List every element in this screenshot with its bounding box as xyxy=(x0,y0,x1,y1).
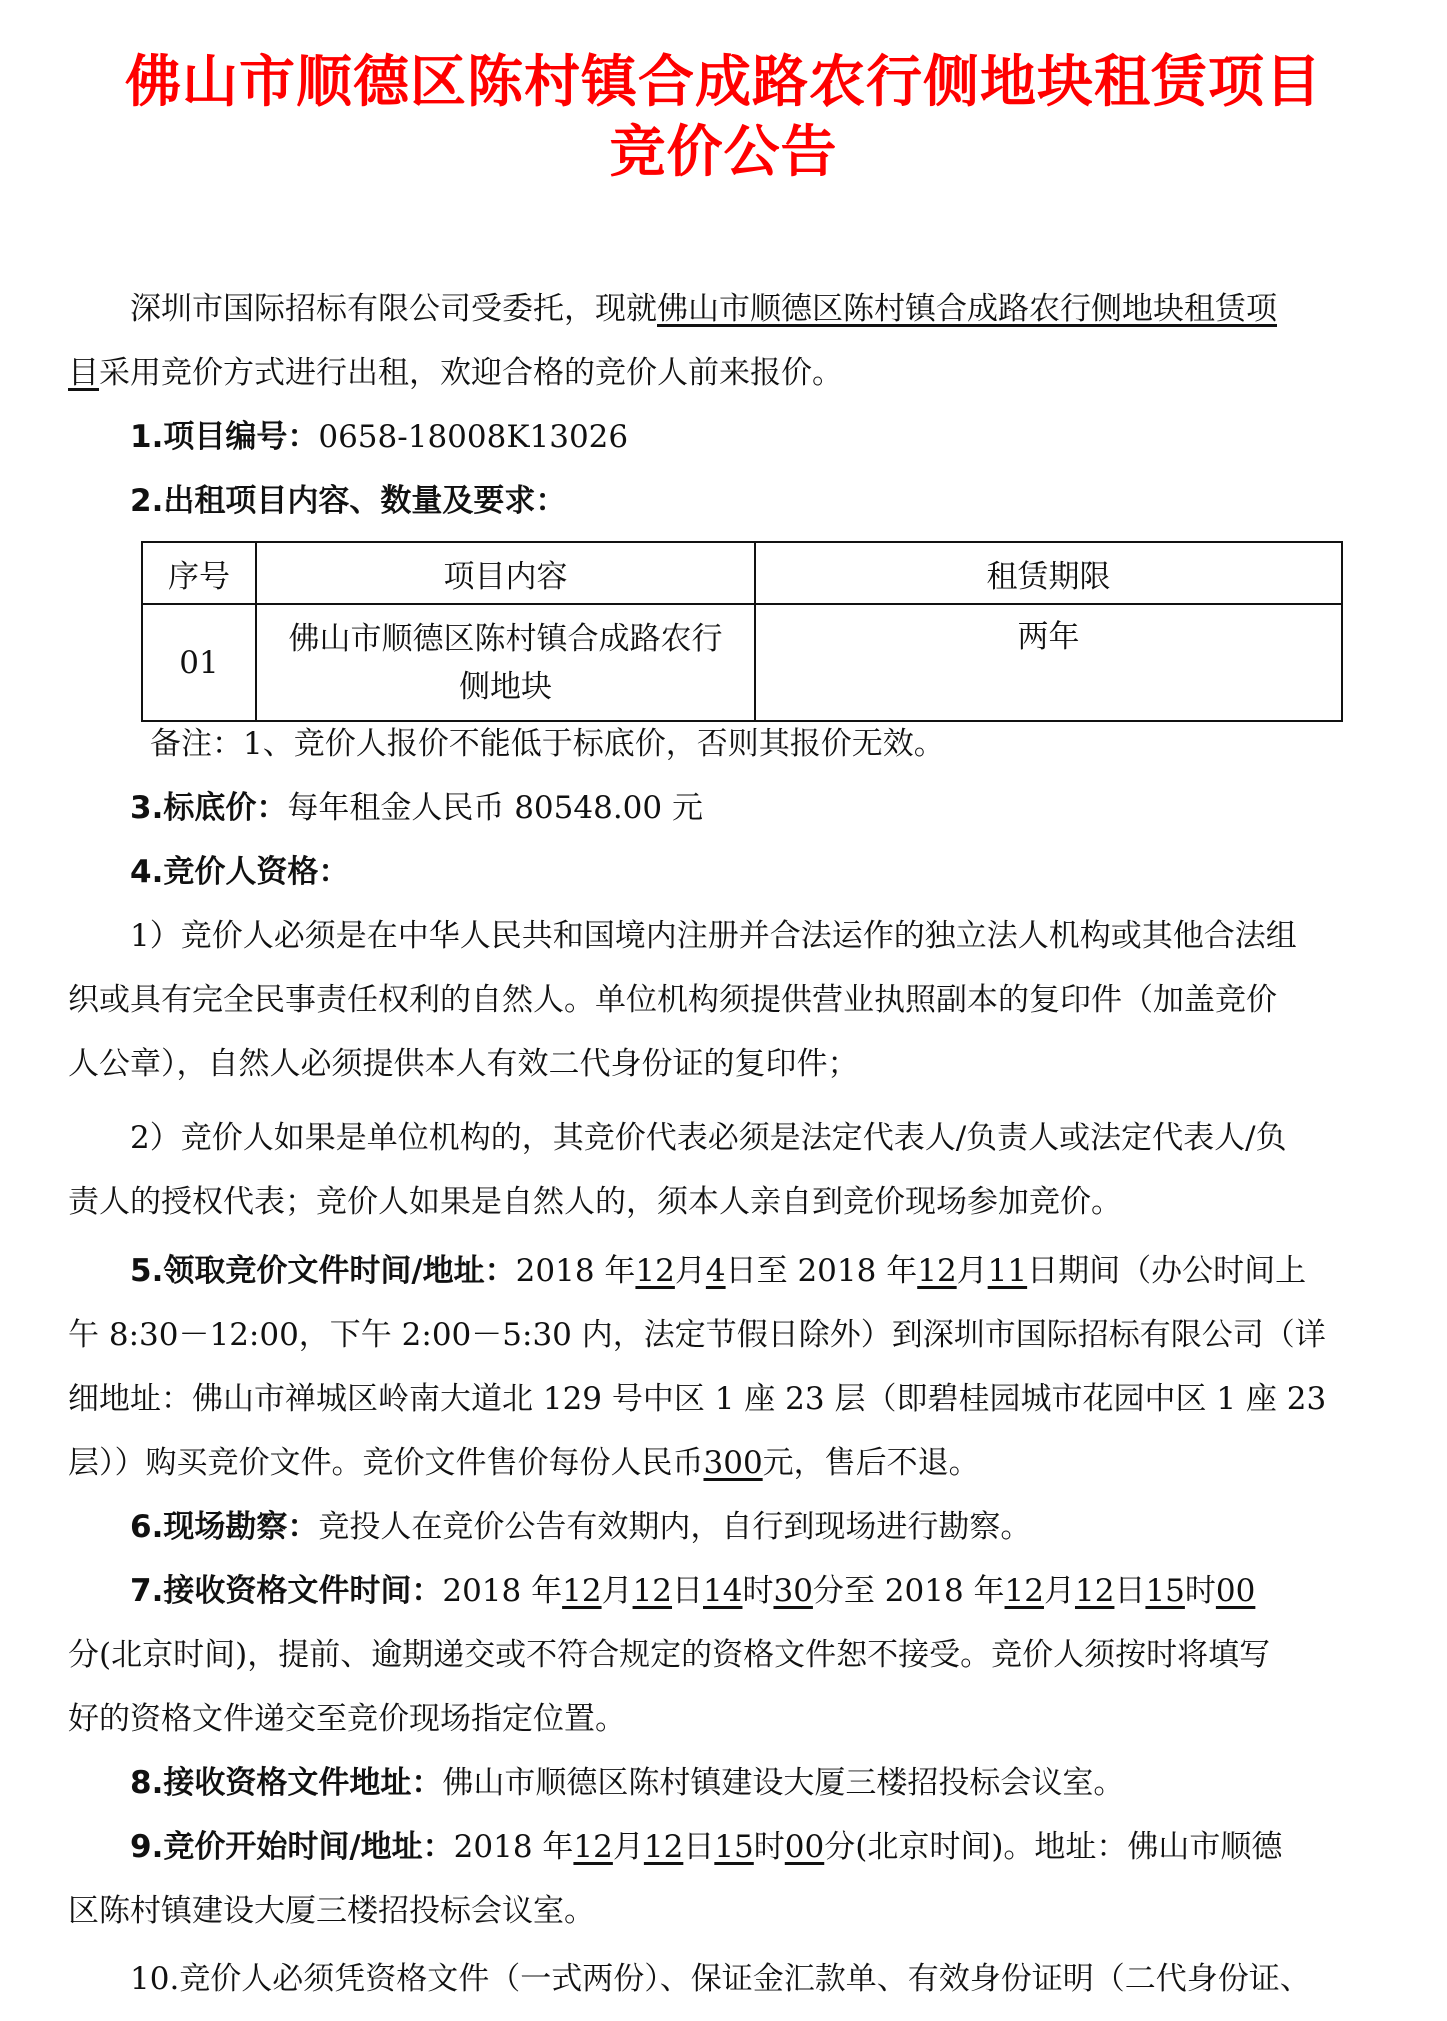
item-project-number: 1.项目编号：0658-18008K13026 xyxy=(130,419,629,455)
qualification-1-line1: 1）竞价人必须是在中华人民共和国境内注册并合法运作的独立法人机构或其他合法组 xyxy=(130,918,1297,954)
item-site-survey: 6.现场勘察：竞投人在竞价公告有效期内，自行到现场进行勘察。 xyxy=(130,1509,1032,1545)
document-title-line2: 竞价公告 xyxy=(609,120,838,185)
col-header-term: 租赁期限 xyxy=(755,542,1342,604)
cell-content: 佛山市顺德区陈村镇合成路农行 侧地块 xyxy=(256,604,755,721)
intro-line1: 深圳市国际招标有限公司受委托，现就佛山市顺德区陈村镇合成路农行侧地块租赁项 xyxy=(130,291,1277,327)
item-document-pickup-line2: 午 8:30－12:00，下午 2:00－5:30 内，法定节假日除外）到深圳市国际招标有限公司（详 xyxy=(68,1317,1326,1353)
project-name-tail: 目 xyxy=(68,355,99,391)
document-title-line1: 佛山市顺德区陈村镇合成路农行侧地块租赁项目 xyxy=(125,50,1322,115)
item-receive-docs-time-line1: 7.接收资格文件时间：2018 年12月12日14时30分至 2018 年12月12日15时00 xyxy=(130,1573,1256,1609)
col-header-content: 项目内容 xyxy=(256,542,755,604)
item-lease-content-heading: 2.出租项目内容、数量及要求： xyxy=(130,483,567,519)
qualification-2-line2: 责人的授权代表；竞价人如果是自然人的，须本人亲自到竞价现场参加竞价。 xyxy=(68,1184,1122,1220)
qualification-2-line1: 2）竞价人如果是单位机构的，其竞价代表必须是法定代表人/负责人或法定代表人/负 xyxy=(130,1120,1287,1156)
qualification-1-line3: 人公章），自然人必须提供本人有效二代身份证的复印件； xyxy=(68,1046,859,1082)
item-base-price: 3.标底价：每年租金人民币 80548.00 元 xyxy=(130,790,703,826)
qualification-1-line2: 织或具有完全民事责任权利的自然人。单位机构须提供营业执照副本的复印件（加盖竞价 xyxy=(68,982,1277,1018)
item-bidding-start-line1: 9.竞价开始时间/地址：2018 年12月12日15时00分(北京时间)。地址：佛山市顺德 xyxy=(130,1829,1283,1865)
item-document-pickup-line3: 细地址：佛山市禅城区岭南大道北 129 号中区 1 座 23 层（即碧桂园城市花园中区 1 座 23 xyxy=(68,1381,1327,1417)
cell-no: 01 xyxy=(142,604,256,721)
project-name: 佛山市顺德区陈村镇合成路农行侧地块租赁项 xyxy=(657,291,1277,327)
item-required-documents: 10.竞价人必须凭资格文件（一式两份）、保证金汇款单、有效身份证明（二代身份证、 xyxy=(130,1961,1311,1997)
item-document-pickup-line1: 5.领取竞价文件时间/地址：2018 年12月4日至 2018 年12月11日期间（办公时间上 xyxy=(130,1253,1307,1289)
item-receive-docs-time-line2: 分(北京时间)，提前、逾期递交或不符合规定的资格文件恕不接受。竞价人须按时将填写 xyxy=(68,1637,1271,1673)
table-header-row xyxy=(142,542,1342,604)
item-receive-docs-address: 8.接收资格文件地址：佛山市顺德区陈村镇建设大厦三楼招投标会议室。 xyxy=(130,1765,1125,1801)
item-bidding-start-line2: 区陈村镇建设大厦三楼招投标会议室。 xyxy=(68,1893,595,1929)
item-receive-docs-time-line3: 好的资格文件递交至竞价现场指定位置。 xyxy=(68,1701,626,1737)
intro-line2: 目采用竞价方式进行出租，欢迎合格的竞价人前来报价。 xyxy=(68,355,843,391)
table-note: 备注：1、竞价人报价不能低于标底价，否则其报价无效。 xyxy=(150,726,945,762)
lease-items-table xyxy=(141,541,1343,722)
item-qualification-heading: 4.竞价人资格： xyxy=(130,854,350,890)
cell-term: 两年 xyxy=(755,604,1342,721)
item-document-pickup-line4: 层））购买竞价文件。竞价文件售价每份人民币300元，售后不退。 xyxy=(68,1445,980,1481)
col-header-no: 序号 xyxy=(142,542,256,604)
table-row xyxy=(142,604,1342,721)
